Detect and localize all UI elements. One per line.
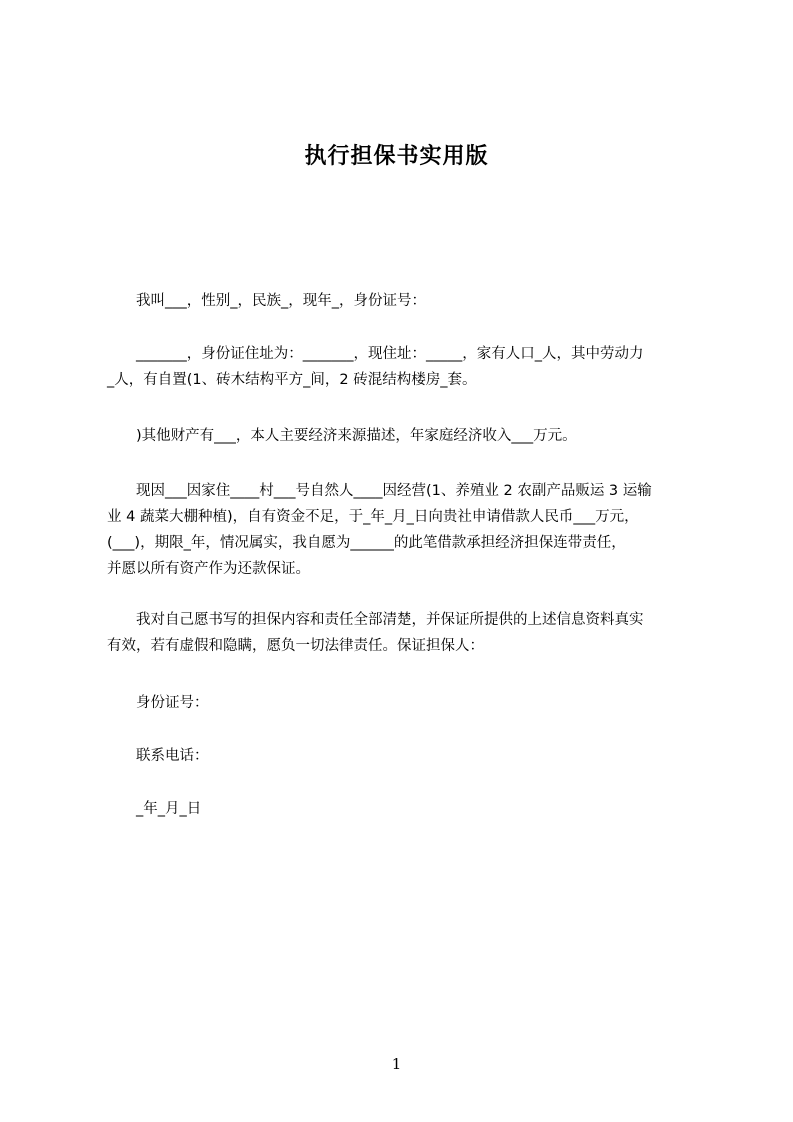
date-field (107, 796, 707, 822)
paragraph-line: (___)，期限_年，情况属实，我自愿为______的此笔借款承担经济担保连带责任， (107, 535, 626, 551)
paragraph-guarantor-intro (107, 288, 707, 314)
paragraph-line: 联系电话： (136, 748, 209, 764)
paragraph-line: 有效，若有虚假和隐瞒，愿负一切法律责任。保证担保人： (107, 638, 484, 654)
paragraph-line: )其他财产有___，本人主要经济来源描述，年家庭经济收入___万元。 (136, 428, 577, 444)
paragraph-other-assets (107, 423, 707, 449)
id-number-field (107, 690, 707, 716)
paragraph-address-household (107, 341, 707, 393)
paragraph-line: 现因___因家住____村___号自然人____因经营(1、养殖业 2 农副产品贩运 3 运输 (136, 483, 652, 499)
paragraph-line: 我叫___，性别_，民族_，现年_，身份证号： (136, 293, 426, 309)
paragraph-loan-guarantee (107, 478, 707, 582)
paragraph-line: 身份证号： (136, 695, 209, 711)
paragraph-line: 我对自己愿书写的担保内容和责任全部清楚，并保证所提供的上述信息资料真实 (136, 612, 644, 628)
page-number: 1 (391, 1055, 402, 1073)
contact-phone-field (107, 743, 707, 769)
paragraph-line: _年_月_日 (136, 801, 202, 817)
paragraph-line: 并愿以所有资产作为还款保证。 (107, 561, 310, 577)
paragraph-line: _人，有自置(1、砖木结构平方_间，2 砖混结构楼房_套。 (107, 372, 477, 388)
paragraph-declaration (107, 607, 707, 659)
document-title: 执行担保书实用版 (304, 144, 489, 169)
paragraph-line: 业 4 蔬菜大棚种植)，自有资金不足，于_年_月_日向贵社申请借款人民币___万元， (107, 509, 639, 525)
paragraph-line: _______，身份证住址为：_______，现住址：_____，家有人口_人，其中劳动力 (136, 346, 644, 362)
